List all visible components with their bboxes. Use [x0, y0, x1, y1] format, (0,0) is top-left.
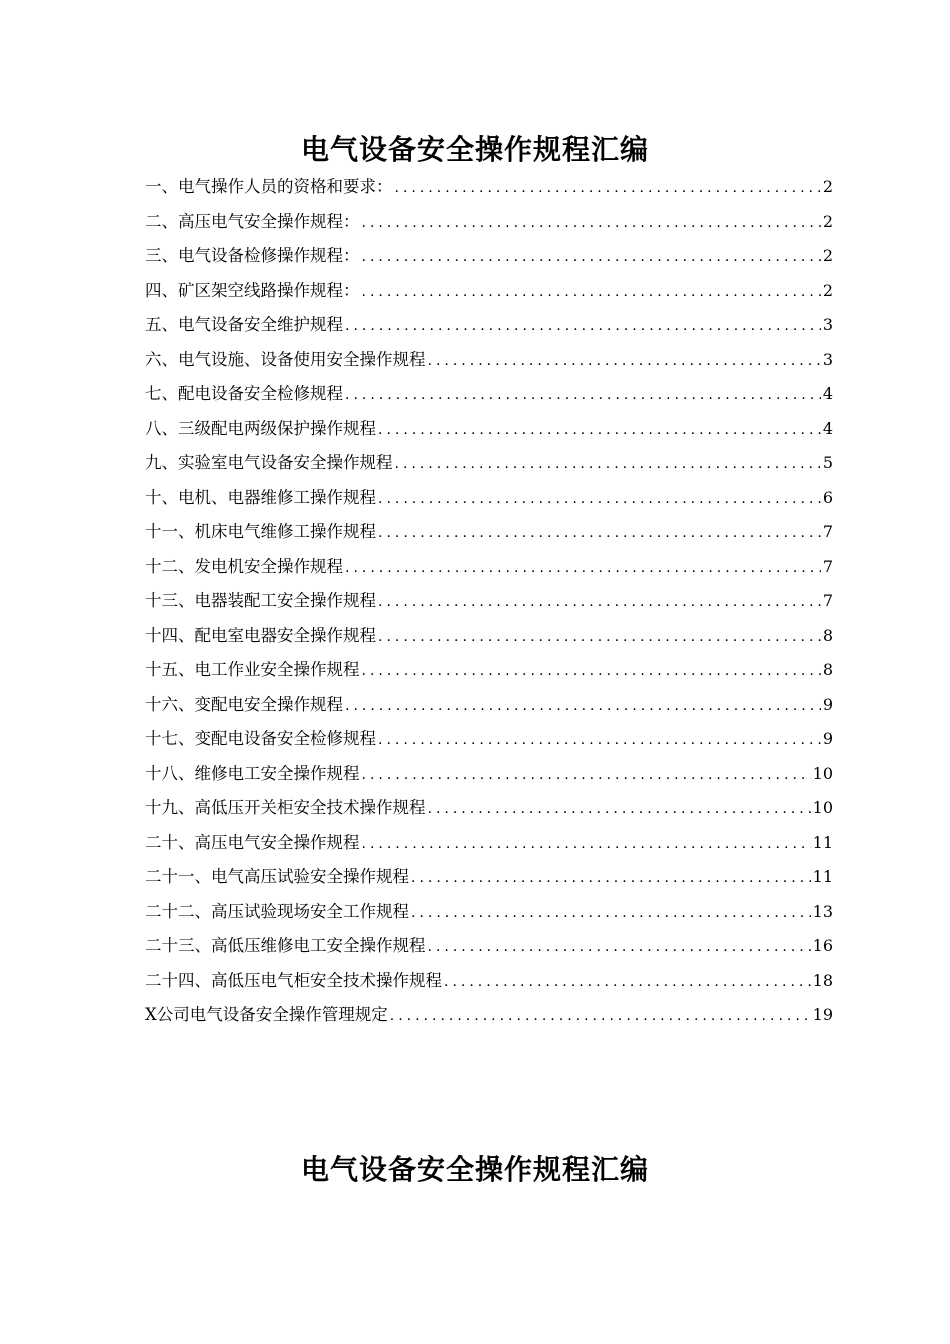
toc-entry[interactable] — [145, 274, 833, 309]
toc-entry-text: 一、电气操作人员的资格和要求： — [145, 177, 393, 196]
toc-page-number: 8 — [822, 660, 833, 679]
toc-page-number: 2 — [822, 280, 833, 300]
toc-dot-leader — [395, 171, 821, 206]
toc-entry-text: 十八、维修电工安全操作规程 — [145, 763, 360, 783]
toc-dot-leader — [362, 206, 821, 241]
toc-entry-text: 九、实验室电气设备安全操作规程 — [145, 453, 393, 472]
toc-entry[interactable] — [145, 377, 833, 412]
toc-entry-text: 十四、配电室电器安全操作规程 — [145, 625, 376, 645]
toc-page-number: 9 — [822, 694, 833, 714]
toc-page-number: 4 — [822, 418, 833, 438]
toc-entry[interactable] — [145, 170, 833, 205]
toc-entry-text: 二十一、电气高压试验安全操作规程 — [145, 867, 409, 886]
toc-page-number: 10 — [812, 798, 833, 817]
toc-entry-text: 十九、高低压开关柜安全技术操作规程 — [145, 798, 426, 817]
toc-dot-leader — [345, 689, 821, 724]
toc-entry-text: 八、三级配电两级保护操作规程 — [145, 418, 376, 438]
toc-entry-text: 四、矿区架空线路操作规程： — [145, 280, 360, 300]
toc-page-number: 3 — [822, 315, 833, 334]
toc-dot-leader — [362, 827, 811, 862]
toc-page-number: 7 — [822, 522, 833, 541]
toc-page-number: 3 — [822, 349, 833, 369]
toc-page-number: 2 — [822, 177, 833, 196]
toc-entry[interactable] — [145, 308, 833, 343]
toc-page-number: 4 — [822, 384, 833, 403]
toc-dot-leader — [362, 758, 811, 793]
toc-entry-text: 二、高压电气安全操作规程： — [145, 211, 360, 231]
toc-entry-text: X公司电气设备安全操作管理规定 — [145, 1005, 388, 1024]
toc-entry[interactable] — [145, 929, 833, 964]
toc-dot-leader — [362, 275, 821, 310]
toc-entry[interactable] — [145, 791, 833, 826]
toc-entry-text: 十七、变配电设备安全检修规程 — [145, 729, 376, 748]
toc-dot-leader — [428, 344, 821, 379]
toc-entry-text: 十二、发电机安全操作规程 — [145, 556, 343, 576]
toc-page-number: 11 — [812, 832, 833, 852]
toc-dot-leader — [411, 896, 811, 931]
toc-entry-text: 二十四、高低压电气柜安全技术操作规程 — [145, 970, 442, 990]
toc-entry[interactable] — [145, 895, 833, 930]
toc-dot-leader — [411, 861, 811, 896]
toc-dot-leader — [378, 620, 821, 655]
toc-entry-text: 十五、电工作业安全操作规程 — [145, 660, 360, 679]
toc-page-number: 18 — [812, 970, 833, 990]
toc-entry-text: 五、电气设备安全维护规程 — [145, 315, 343, 334]
toc-entry-text: 二十、高压电气安全操作规程 — [145, 832, 360, 852]
toc-page-number: 16 — [812, 936, 833, 955]
toc-entry[interactable] — [145, 860, 833, 895]
toc-page-number: 13 — [812, 901, 833, 921]
toc-page-number: 9 — [822, 729, 833, 748]
section-title: 电气设备安全操作规程汇编 — [300, 1153, 649, 1186]
toc-entry[interactable] — [145, 757, 833, 792]
toc-dot-leader — [378, 585, 821, 620]
toc-entry[interactable] — [145, 481, 833, 516]
toc-page-number: 11 — [812, 867, 833, 886]
toc-entry[interactable] — [145, 722, 833, 757]
toc-entry-text: 二十三、高低压维修电工安全操作规程 — [145, 936, 426, 955]
toc-entry[interactable] — [145, 205, 833, 240]
toc-dot-leader — [428, 930, 811, 965]
toc-entry[interactable] — [145, 446, 833, 481]
toc-entry[interactable] — [145, 964, 833, 999]
toc-entry[interactable] — [145, 998, 833, 1033]
toc-page-number: 5 — [822, 453, 833, 472]
toc-dot-leader — [428, 792, 811, 827]
toc-dot-leader — [345, 378, 821, 413]
toc-entry[interactable] — [145, 239, 833, 274]
document-title: 电气设备安全操作规程汇编 — [300, 133, 649, 166]
table-of-contents — [145, 170, 833, 1033]
toc-entry[interactable] — [145, 343, 833, 378]
toc-entry[interactable] — [145, 653, 833, 688]
toc-page-number: 7 — [822, 591, 833, 610]
toc-entry-text: 三、电气设备检修操作规程： — [145, 246, 360, 265]
toc-dot-leader — [378, 413, 821, 448]
toc-dot-leader — [345, 309, 821, 344]
toc-entry-text: 十一、机床电气维修工操作规程 — [145, 522, 376, 541]
toc-entry[interactable] — [145, 584, 833, 619]
toc-entry[interactable] — [145, 619, 833, 654]
toc-entry-text: 七、配电设备安全检修规程 — [145, 384, 343, 403]
toc-entry-text: 二十二、高压试验现场安全工作规程 — [145, 901, 409, 921]
toc-dot-leader — [345, 551, 821, 586]
toc-entry[interactable] — [145, 826, 833, 861]
toc-dot-leader — [395, 447, 821, 482]
toc-dot-leader — [444, 965, 811, 1000]
toc-dot-leader — [390, 999, 811, 1034]
toc-page-number: 2 — [822, 211, 833, 231]
toc-entry[interactable] — [145, 550, 833, 585]
toc-page-number: 7 — [822, 556, 833, 576]
toc-page-number: 8 — [822, 625, 833, 645]
toc-entry[interactable] — [145, 688, 833, 723]
toc-entry-text: 六、电气设施、设备使用安全操作规程 — [145, 349, 426, 369]
toc-entry-text: 十三、电器装配工安全操作规程 — [145, 591, 376, 610]
toc-page-number: 6 — [822, 487, 833, 507]
toc-dot-leader — [378, 723, 821, 758]
toc-dot-leader — [362, 240, 821, 275]
toc-dot-leader — [378, 516, 821, 551]
toc-entry-text: 十六、变配电安全操作规程 — [145, 694, 343, 714]
toc-page-number: 2 — [822, 246, 833, 265]
toc-dot-leader — [378, 482, 821, 517]
toc-entry-text: 十、电机、电器维修工操作规程 — [145, 487, 376, 507]
toc-page-number: 19 — [812, 1005, 833, 1024]
toc-entry[interactable] — [145, 515, 833, 550]
toc-entry[interactable] — [145, 412, 833, 447]
toc-page-number: 10 — [812, 763, 833, 783]
toc-dot-leader — [362, 654, 821, 689]
